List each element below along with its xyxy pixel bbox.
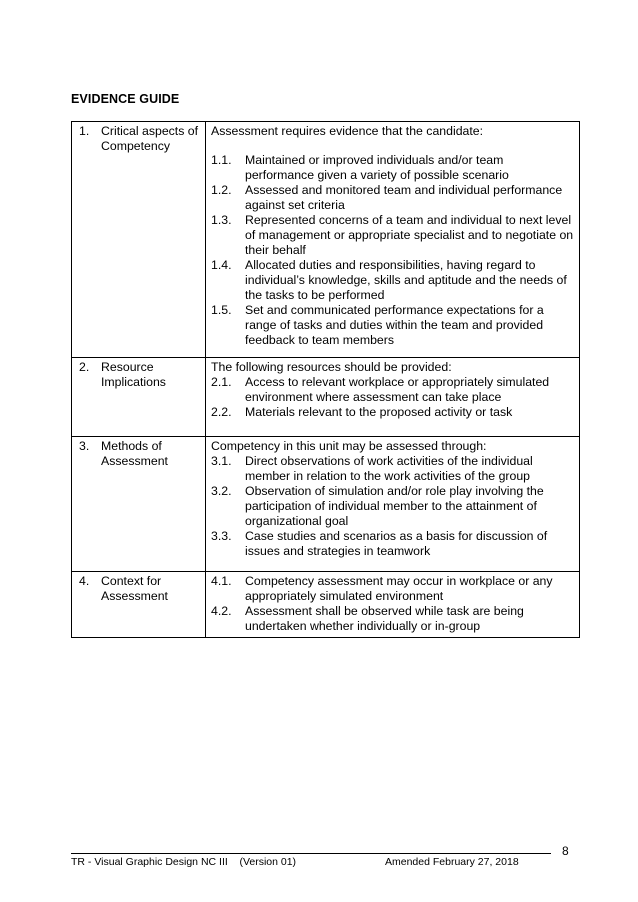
evidence-intro: Competency in this unit may be assessed through: — [211, 439, 487, 453]
evidence-item-text: Case studies and scenarios as a basis for discussion of issues and strategies in teamwork — [245, 529, 548, 558]
evidence-item-text: Access to relevant workplace or appropriately simulated environment where assessment can take place — [245, 375, 550, 404]
evidence-item — [211, 484, 575, 529]
evidence-item-number: 2.1. — [211, 375, 232, 389]
evidence-item-text: Competency assessment may occur in workplace or any appropriately simulated environment — [245, 574, 553, 603]
aspect-cell — [72, 122, 206, 358]
evidence-item-number: 1.4. — [211, 258, 232, 272]
evidence-intro: The following resources should be provided: — [211, 360, 452, 374]
evidence-item-text: Allocated duties and responsibilities, having regard to individual’s knowledge, skills and aptitude and the needs of the tasks to be performed — [245, 258, 567, 302]
aspect-label: Resource Implications — [101, 360, 166, 389]
evidence-item-number: 4.2. — [211, 604, 232, 618]
table-row — [72, 572, 580, 638]
aspect-number: 3. — [79, 439, 90, 453]
footer-amended-date: Amended February 27, 2018 — [385, 856, 519, 868]
evidence-item-text: Direct observations of work activities of the individual member in relation to the work activities of the group — [245, 454, 533, 483]
evidence-item-text: Represented concerns of a team and individual to next level of management or appropriate specialist and to negotiate on their behalf — [245, 213, 574, 257]
evidence-item-text: Maintained or improved individuals and/or team performance given a variety of possible scenario — [245, 153, 509, 182]
footer-divider — [71, 853, 551, 854]
evidence-cell — [206, 572, 580, 638]
evidence-item — [211, 574, 575, 604]
evidence-item — [211, 529, 575, 559]
evidence-item-number: 1.2. — [211, 183, 232, 197]
aspect-label: Context for Assessment — [101, 574, 168, 603]
evidence-item — [211, 405, 575, 420]
aspect-number: 4. — [79, 574, 90, 588]
footer-document-info: TR - Visual Graphic Design NC III (Version 01) — [71, 856, 297, 868]
page-footer — [71, 856, 551, 892]
section-heading: EVIDENCE GUIDE — [71, 92, 180, 106]
table-row — [72, 358, 580, 437]
evidence-cell — [206, 358, 580, 437]
evidence-cell — [206, 122, 580, 358]
aspect-number: 1. — [79, 124, 90, 138]
evidence-item — [211, 153, 575, 183]
evidence-item-number: 1.3. — [211, 213, 232, 227]
evidence-item — [211, 213, 575, 258]
evidence-item-number: 3.1. — [211, 454, 232, 468]
aspect-number: 2. — [79, 360, 90, 374]
evidence-item — [211, 604, 575, 634]
evidence-item — [211, 303, 575, 348]
evidence-item — [211, 258, 575, 303]
evidence-item-number: 1.5. — [211, 303, 232, 317]
page-number: 8 — [562, 844, 569, 858]
table-row — [72, 122, 580, 358]
evidence-intro: Assessment requires evidence that the candidate: — [211, 124, 484, 138]
aspect-label: Critical aspects of Competency — [101, 124, 199, 153]
evidence-item-text: Assessed and monitored team and individual performance against set criteria — [245, 183, 563, 212]
evidence-item-text: Set and communicated performance expectations for a range of tasks and duties within the team and provided feedback to team members — [245, 303, 544, 347]
evidence-item-number: 4.1. — [211, 574, 232, 588]
aspect-cell — [72, 437, 206, 572]
evidence-item — [211, 183, 575, 213]
evidence-item-text: Materials relevant to the proposed activity or task — [245, 405, 513, 419]
aspect-cell — [72, 358, 206, 437]
evidence-item-text: Observation of simulation and/or role play involving the participation of individual member to the attainment of organizational goal — [245, 484, 544, 528]
evidence-item-number: 3.2. — [211, 484, 232, 498]
evidence-item-number: 1.1. — [211, 153, 232, 167]
evidence-item-number: 2.2. — [211, 405, 232, 419]
evidence-item-text: Assessment shall be observed while task are being undertaken whether individually or in-group — [245, 604, 524, 633]
aspect-cell — [72, 572, 206, 638]
evidence-item — [211, 375, 575, 405]
table-row — [72, 437, 580, 572]
evidence-cell — [206, 437, 580, 572]
evidence-item — [211, 454, 575, 484]
evidence-guide-table — [71, 121, 580, 638]
aspect-label: Methods of Assessment — [101, 439, 168, 468]
evidence-item-number: 3.3. — [211, 529, 232, 543]
